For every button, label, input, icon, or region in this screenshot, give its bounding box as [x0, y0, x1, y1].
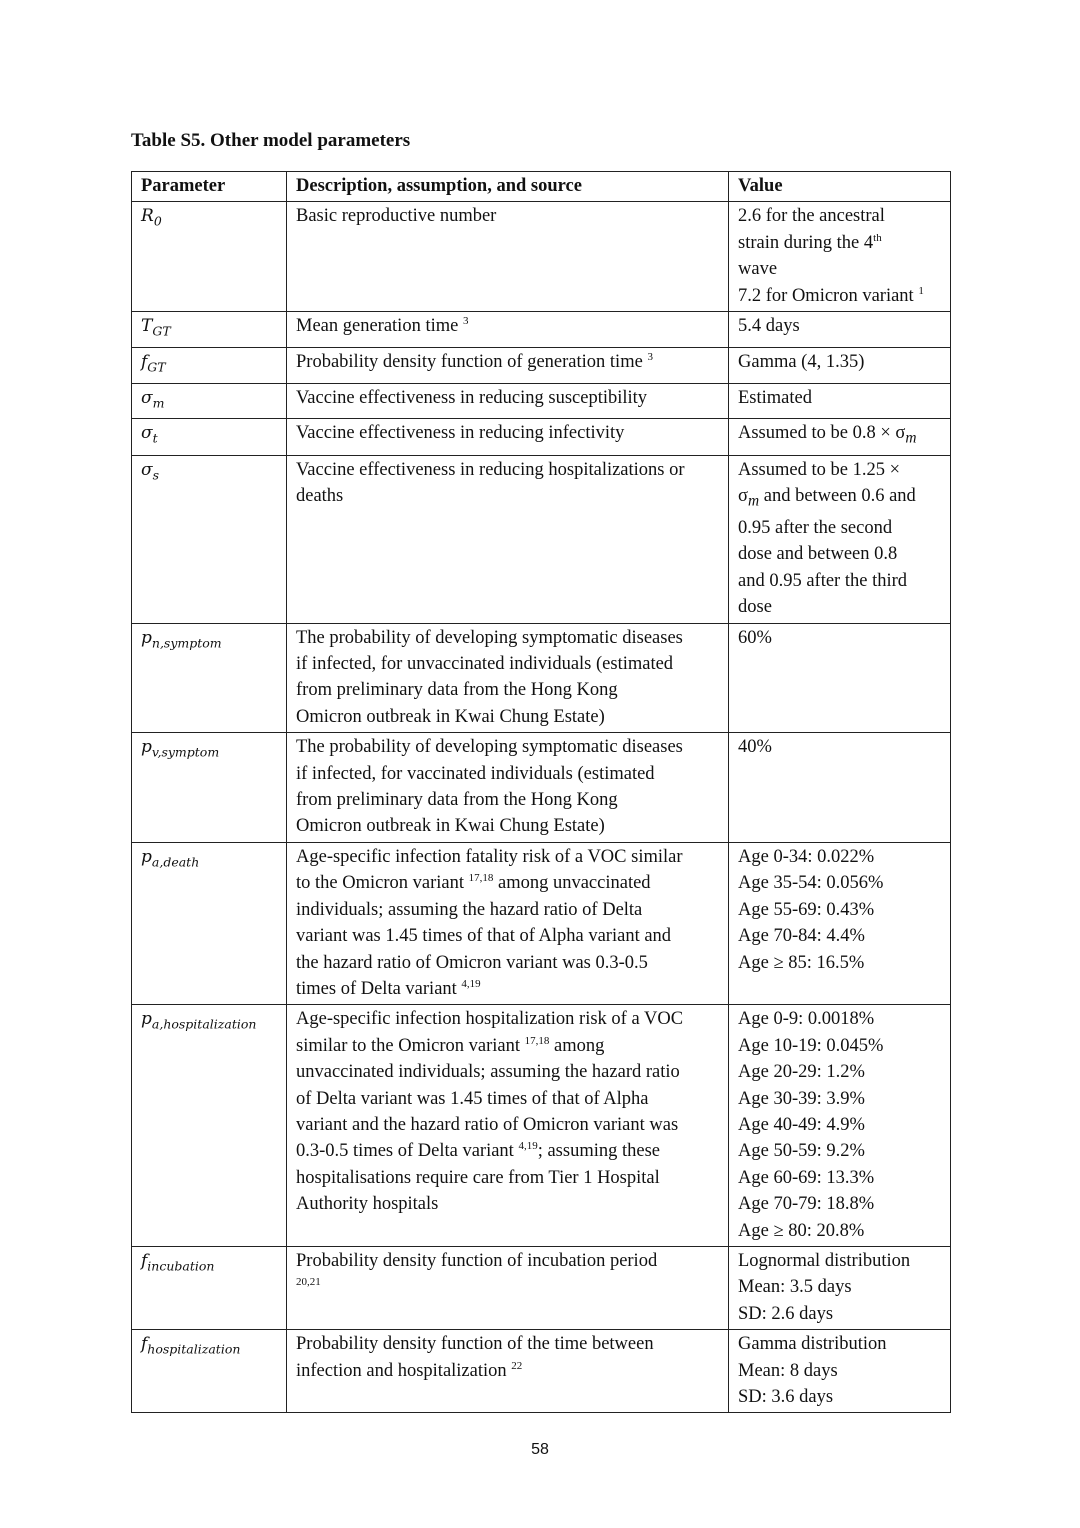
line-text: Vaccine effectiveness in reducing infectivity	[296, 423, 625, 444]
table-row	[132, 1246, 951, 1329]
value-cell	[729, 733, 951, 843]
subscript: m	[747, 492, 760, 510]
cell-line	[738, 625, 941, 651]
line-text: Age 50-59: 9.2%	[738, 1141, 865, 1162]
cell-line	[296, 1006, 719, 1032]
symbol-base: T	[141, 316, 153, 337]
cell-line	[738, 457, 941, 483]
table-row	[132, 623, 951, 733]
line-text: Probability density function of incubation period	[296, 1250, 658, 1271]
parameter-cell	[132, 383, 287, 419]
line-text: Age 55-69: 0.43%	[738, 899, 875, 920]
cell-line	[738, 1218, 941, 1244]
cell-line	[296, 483, 719, 509]
parameter-symbol	[141, 846, 200, 870]
line-text: from preliminary data from the Hong Kong	[296, 790, 618, 811]
cell-line	[738, 1331, 941, 1357]
cell-line	[296, 1059, 719, 1085]
description-cell	[287, 623, 729, 733]
cell-line	[738, 1086, 941, 1112]
table-caption: Table S5. Other model parameters	[131, 130, 411, 151]
table-row	[132, 347, 951, 383]
parameter-cell	[132, 455, 287, 623]
cell-line	[738, 1384, 941, 1410]
cell-line	[296, 651, 719, 677]
parameter-symbol	[141, 627, 222, 651]
symbol-subscript: GT	[152, 323, 171, 339]
value-cell	[729, 1246, 951, 1329]
line-text: Omicron outbreak in Kwai Chung Estate)	[296, 816, 605, 837]
line-text: of Delta variant was 1.45 times of that of Alpha	[296, 1088, 649, 1109]
parameter-symbol	[141, 351, 166, 375]
line-text: 0.3-0.5 times of Delta variant	[296, 1141, 519, 1162]
line-text: 40%	[738, 737, 772, 758]
cell-line	[738, 1033, 941, 1059]
cell-line	[738, 256, 941, 282]
value-cell	[729, 312, 951, 348]
symbol-base: R	[141, 206, 154, 227]
line-text-after: and between 0.6 and	[759, 485, 916, 506]
line-text: The probability of developing symptomatic diseases	[296, 737, 683, 758]
line-text: Age ≥ 80: 20.8%	[738, 1220, 865, 1241]
table-row	[132, 733, 951, 843]
line-text: Age ≥ 85: 16.5%	[738, 952, 865, 973]
cell-line	[738, 897, 941, 923]
cell-line	[738, 844, 941, 870]
cell-line	[738, 313, 941, 339]
parameter-cell	[132, 842, 287, 1004]
cell-line	[738, 1059, 941, 1085]
line-text: dose and between 0.8	[738, 544, 898, 565]
symbol-subscript: n,symptom	[151, 635, 222, 651]
cell-line	[738, 515, 941, 541]
line-text: infection and hospitalization	[296, 1360, 512, 1381]
line-text: Mean: 3.5 days	[738, 1277, 852, 1298]
symbol-subscript: a,hospitalization	[151, 1016, 257, 1032]
description-cell	[287, 1005, 729, 1247]
symbol-base: σ	[141, 423, 153, 444]
symbol-base: p	[141, 737, 152, 758]
cell-line	[296, 1138, 719, 1164]
symbol-base: p	[141, 1009, 152, 1030]
line-text: 0.95 after the second	[738, 518, 893, 539]
line-text: similar to the Omicron variant	[296, 1035, 525, 1056]
parameter-symbol	[141, 1009, 257, 1032]
cell-line	[296, 704, 719, 730]
line-text: hospitalisations require care from Tier 1 Hospital	[296, 1167, 660, 1188]
cell-line	[296, 625, 719, 651]
line-text: individuals; assuming the hazard ratio of Delta	[296, 899, 643, 920]
cell-line	[296, 385, 719, 411]
reference-note: 20,21	[296, 1276, 321, 1289]
symbol-subscript: v,symptom	[151, 744, 220, 760]
line-text: 60%	[738, 627, 772, 648]
value-cell	[729, 1330, 951, 1413]
superscript-ref: 1	[918, 284, 924, 297]
symbol-base: f	[141, 1250, 148, 1271]
line-text: Age 70-79: 18.8%	[738, 1194, 875, 1215]
parameter-symbol	[141, 1334, 241, 1357]
cell-line	[296, 677, 719, 703]
description-cell	[287, 383, 729, 419]
symbol-subscript: a,death	[151, 854, 200, 870]
parameter-symbol	[141, 460, 159, 480]
symbol-base: p	[141, 846, 152, 867]
line-text: and 0.95 after the third	[738, 570, 908, 591]
symbol-base: f	[141, 1334, 148, 1355]
cell-line	[738, 1006, 941, 1032]
cell-line	[296, 1331, 719, 1357]
value-cell	[729, 419, 951, 455]
cell-line	[738, 385, 941, 411]
cell-line	[738, 568, 941, 594]
table-row	[132, 202, 951, 312]
cell-line	[296, 761, 719, 787]
line-text: Age 30-39: 3.9%	[738, 1088, 865, 1109]
parameters-table	[131, 171, 951, 1413]
line-text: Age 0-9: 0.0018%	[738, 1009, 875, 1030]
line-text-after: among unvaccinated	[493, 873, 651, 894]
cell-line	[296, 1033, 719, 1059]
header-description: Description, assumption, and source	[287, 172, 729, 202]
value-cell	[729, 383, 951, 419]
cell-line	[738, 1301, 941, 1327]
cell-line	[296, 1358, 719, 1384]
cell-line	[738, 923, 941, 949]
line-text: Age 40-49: 4.9%	[738, 1114, 865, 1135]
cell-line	[296, 1274, 719, 1300]
value-cell	[729, 347, 951, 383]
line-text: Age-specific infection fatality risk of a VOC similar	[296, 846, 683, 867]
cell-line	[738, 483, 941, 515]
line-text: Age 70-84: 4.4%	[738, 926, 865, 947]
symbol-base: σ	[141, 387, 153, 408]
cell-line	[296, 897, 719, 923]
table-row	[132, 419, 951, 455]
line-text: Age 10-19: 0.045%	[738, 1035, 884, 1056]
value-cell	[729, 455, 951, 623]
cell-line	[296, 923, 719, 949]
parameter-symbol	[141, 316, 171, 339]
cell-line	[296, 1112, 719, 1138]
line-text-after: among	[549, 1035, 605, 1056]
cell-line	[738, 230, 941, 256]
description-cell	[287, 1330, 729, 1413]
page-number: 58	[531, 1441, 549, 1458]
subscript: m	[905, 430, 917, 448]
table-header-row	[132, 172, 951, 202]
line-text: the hazard ratio of Omicron variant was 0.3-0.5	[296, 952, 648, 973]
line-text: strain during the 4	[738, 232, 874, 253]
cell-line	[738, 1112, 941, 1138]
line-text: Age 20-29: 1.2%	[738, 1062, 865, 1083]
line-text: Omicron outbreak in Kwai Chung Estate)	[296, 706, 605, 727]
cell-line	[738, 594, 941, 620]
symbol-base: σ	[141, 459, 153, 480]
line-text: deaths	[296, 485, 344, 506]
symbol-subscript: incubation	[147, 1258, 215, 1274]
line-text: Lognormal distribution	[738, 1250, 911, 1271]
line-text: unvaccinated individuals; assuming the hazard ratio	[296, 1062, 680, 1083]
parameter-cell	[132, 623, 287, 733]
symbol-subscript: m	[152, 395, 165, 411]
cell-line	[738, 283, 941, 309]
superscript-ref: 4,19	[518, 1140, 538, 1153]
line-text: to the Omicron variant	[296, 873, 469, 894]
table-row	[132, 842, 951, 1004]
line-text: times of Delta variant	[296, 978, 462, 999]
line-text: variant was 1.45 times of that of Alpha variant and	[296, 926, 672, 947]
header-parameter: Parameter	[132, 172, 287, 202]
superscript-ref: 22	[511, 1359, 523, 1372]
cell-line	[296, 313, 719, 339]
description-cell	[287, 733, 729, 843]
cell-line	[738, 950, 941, 976]
parameter-cell	[132, 312, 287, 348]
cell-line	[296, 787, 719, 813]
cell-line	[738, 1248, 941, 1274]
description-cell	[287, 455, 729, 623]
line-text: Authority hospitals	[296, 1194, 439, 1215]
line-text: 2.6 for the ancestral	[738, 206, 885, 227]
parameter-symbol	[141, 206, 162, 229]
cell-line	[296, 870, 719, 896]
cell-line	[738, 870, 941, 896]
symbol-base: f	[141, 351, 148, 372]
table-row	[132, 1330, 951, 1413]
cell-line	[738, 1165, 941, 1191]
line-text: σ	[738, 485, 748, 506]
parameter-cell	[132, 1246, 287, 1329]
description-cell	[287, 202, 729, 312]
header-value: Value	[729, 172, 951, 202]
symbol-subscript: GT	[147, 359, 166, 375]
line-text: Age 0-34: 0.022%	[738, 846, 875, 867]
cell-line	[296, 1165, 719, 1191]
line-text: Gamma (4, 1.35)	[738, 351, 865, 372]
cell-line	[296, 457, 719, 483]
parameter-cell	[132, 733, 287, 843]
cell-line	[296, 1191, 719, 1217]
line-text: Assumed to be 1.25 ×	[738, 459, 901, 480]
superscript-ref: 17,18	[524, 1034, 550, 1047]
parameter-cell	[132, 347, 287, 383]
cell-line	[296, 1248, 719, 1274]
description-cell	[287, 1246, 729, 1329]
table-body	[132, 202, 951, 1413]
parameter-cell	[132, 1330, 287, 1413]
table-row	[132, 1005, 951, 1247]
cell-line	[738, 1191, 941, 1217]
line-text-after: ; assuming these	[537, 1141, 660, 1162]
cell-line	[296, 349, 719, 375]
cell-line	[296, 203, 719, 229]
line-text: Mean generation time	[296, 316, 463, 337]
line-text: Basic reproductive number	[296, 206, 497, 227]
line-text: Gamma distribution	[738, 1334, 887, 1355]
value-cell	[729, 1005, 951, 1247]
description-cell	[287, 842, 729, 1004]
line-text: wave	[738, 259, 778, 280]
symbol-subscript: t	[152, 430, 158, 446]
line-text: Probability density function of generation time	[296, 351, 648, 372]
line-text: Age 60-69: 13.3%	[738, 1167, 875, 1188]
line-text: Probability density function of the time between	[296, 1334, 654, 1355]
cell-line	[296, 844, 719, 870]
description-cell	[287, 419, 729, 455]
cell-line	[296, 1086, 719, 1112]
parameter-symbol	[141, 423, 158, 446]
parameter-symbol	[141, 737, 220, 760]
line-text: Vaccine effectiveness in reducing hospitalizations or	[296, 459, 685, 480]
line-text: The probability of developing symptomatic diseases	[296, 627, 683, 648]
symbol-subscript: 0	[153, 213, 162, 229]
superscript-ref: 3	[647, 350, 653, 363]
cell-line	[296, 813, 719, 839]
line-text: Age 35-54: 0.056%	[738, 873, 884, 894]
cell-line	[738, 203, 941, 229]
line-text: Assumed to be 0.8 × σ	[738, 423, 906, 444]
cell-line	[296, 734, 719, 760]
cell-line	[296, 950, 719, 976]
superscript-ref: 3	[462, 314, 469, 327]
parameter-cell	[132, 202, 287, 312]
value-cell	[729, 202, 951, 312]
line-text: 5.4 days	[738, 316, 800, 337]
symbol-base: p	[141, 627, 152, 648]
line-text: Mean: 8 days	[738, 1360, 838, 1381]
line-text: SD: 2.6 days	[738, 1303, 834, 1324]
value-cell	[729, 842, 951, 1004]
symbol-subscript: hospitalization	[147, 1341, 241, 1357]
description-cell	[287, 312, 729, 348]
line-text: dose	[738, 597, 772, 618]
description-cell	[287, 347, 729, 383]
cell-line	[738, 349, 941, 375]
symbol-subscript: s	[152, 466, 160, 482]
line-text: Estimated	[738, 387, 812, 408]
line-text: if infected, for unvaccinated individuals (estimated	[296, 654, 674, 675]
table-row	[132, 383, 951, 419]
line-text: Vaccine effectiveness in reducing susceptibility	[296, 387, 648, 408]
cell-line	[738, 420, 941, 452]
superscript-ref: 4,19	[461, 977, 481, 990]
parameter-cell	[132, 1005, 287, 1247]
line-text: Age-specific infection hospitalization risk of a VOC	[296, 1009, 684, 1030]
line-text: variant and the hazard ratio of Omicron variant was	[296, 1114, 679, 1135]
cell-line	[738, 734, 941, 760]
cell-line	[738, 1138, 941, 1164]
parameter-symbol	[141, 1250, 215, 1274]
parameter-cell	[132, 419, 287, 455]
parameter-symbol	[141, 387, 165, 411]
line-text: SD: 3.6 days	[738, 1387, 834, 1408]
cell-line	[738, 1274, 941, 1300]
superscript-ref: th	[873, 231, 882, 244]
table-row	[132, 455, 951, 623]
cell-line	[738, 541, 941, 567]
value-cell	[729, 623, 951, 733]
table-row	[132, 312, 951, 348]
cell-line	[296, 976, 719, 1002]
line-text: if infected, for vaccinated individuals (estimated	[296, 763, 655, 784]
line-text: from preliminary data from the Hong Kong	[296, 680, 618, 701]
cell-line	[296, 420, 719, 446]
cell-line	[738, 1358, 941, 1384]
line-text: 7.2 for Omicron variant	[738, 285, 919, 306]
superscript-ref: 17,18	[468, 872, 494, 885]
